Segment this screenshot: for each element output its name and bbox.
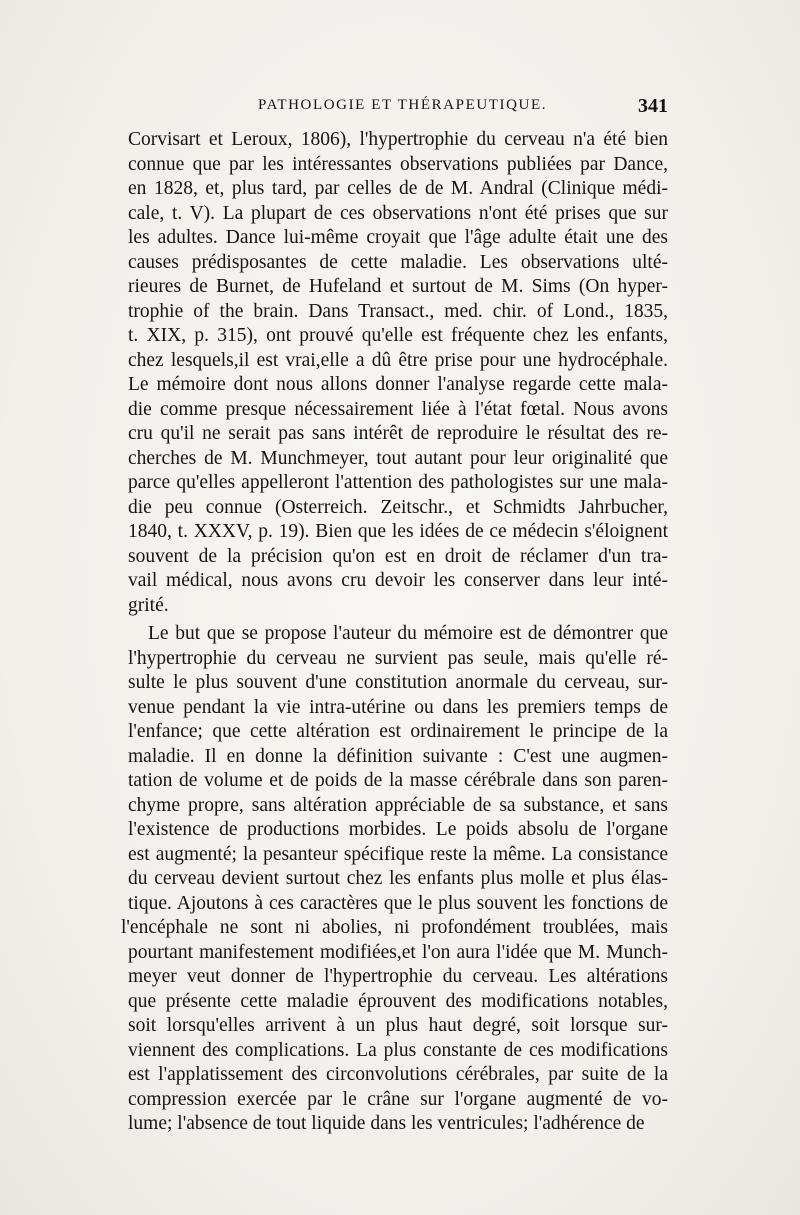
text-line: compression exercée par le crâne sur l'organe augmenté de vo- xyxy=(128,1088,668,1110)
text-line: l'encéphale ne sont ni abolies, ni profondément troublées, mais xyxy=(121,917,668,938)
text-line: l'existence de productions morbides. Le poids absolu de l'organe xyxy=(128,819,668,840)
running-head xyxy=(128,95,668,119)
body-text xyxy=(121,128,668,1137)
text-line: est augmenté; la pesanteur spécifique reste la même. La consistance xyxy=(128,843,668,865)
text-line: viennent des complications. La plus constante de ces modifications xyxy=(128,1039,668,1061)
text-line: cru qu'il ne serait pas sans intérêt de reproduire le résultat des re- xyxy=(128,423,668,444)
text-line: sulte le plus souvent d'une constitution anormale du cerveau, sur- xyxy=(128,672,668,693)
text-line: Le but que se propose l'auteur du mémoire est de démontrer que xyxy=(148,623,668,644)
text-line: que présente cette maladie éprouvent des modifications notables, xyxy=(128,990,668,1012)
text-line: rieures de Burnet, de Hufeland et surtout de M. Sims (On hyper- xyxy=(128,276,668,297)
text-line: vail médical, nous avons cru devoir les conserver dans leur inté- xyxy=(128,570,668,591)
text-line: lume; l'absence de tout liquide dans les ventricules; l'adhérence de xyxy=(128,1113,645,1134)
text-line: est l'applatissement des circonvolutions cérébrales, par suite de la xyxy=(128,1064,668,1085)
text-line: grité. xyxy=(128,594,169,616)
text-line: maladie. Il en donne la définition suivante : C'est une augmen- xyxy=(128,745,668,767)
paragraph xyxy=(121,622,668,1137)
text-line: 1840, t. XXXV, p. 19). Bien que les idées de ce médecin s'éloignent xyxy=(128,521,668,542)
text-line: soit lorsqu'elles arrivent à un plus haut degré, soit lorsque sur- xyxy=(128,1015,668,1036)
text-line: meyer veut donner de l'hypertrophie du cerveau. Les altérations xyxy=(128,966,668,987)
page-number: 341 xyxy=(638,95,668,117)
text-line: connue que par les intéressantes observations publiées par Dance, xyxy=(128,153,668,175)
text-line: Le mémoire dont nous allons donner l'analyse regarde cette mala- xyxy=(128,374,668,395)
text-line: die comme presque nécessairement liée à l'état fœtal. Nous avons xyxy=(128,398,668,420)
running-title: PATHOLOGIE ET THÉRAPEUTIQUE. xyxy=(258,97,548,113)
text-line: die peu connue (Osterreich. Zeitschr., et Schmidts Jahrbucher, xyxy=(128,496,668,518)
text-line: venue pendant la vie intra-utérine ou dans les premiers temps de xyxy=(128,696,668,718)
text-line: pourtant manifestement modifiées,et l'on aura l'idée que M. Munch- xyxy=(128,941,668,963)
text-line: chyme propre, sans altération appréciable de sa substance, et sans xyxy=(128,794,668,816)
text-line: souvent de la précision qu'on est en droit de réclamer d'un tra- xyxy=(128,545,668,567)
paragraph xyxy=(128,128,668,618)
text-line: Corvisart et Leroux, 1806), l'hypertrophie du cerveau n'a été bien xyxy=(128,129,668,150)
text-line: t. XIX, p. 315), ont prouvé qu'elle est fréquente chez les enfants, xyxy=(128,325,668,346)
text-line: parce qu'elles appelleront l'attention des pathologistes sur une mala- xyxy=(128,472,668,493)
text-line: du cerveau devient surtout chez les enfants plus molle et plus élas- xyxy=(128,868,668,889)
text-line: l'enfance; que cette altération est ordinairement le principe de la xyxy=(128,721,668,742)
text-line: tique. Ajoutons à ces caractères que le plus souvent les fonctions de xyxy=(128,892,668,914)
text-line: l'hypertrophie du cerveau ne survient pas seule, mais qu'elle ré- xyxy=(128,647,668,669)
text-line: causes prédisposantes de cette maladie. Les observations ulté- xyxy=(128,251,668,273)
text-line: en 1828, et, plus tard, par celles de de M. Andral (Clinique médi- xyxy=(128,178,668,199)
text-line: cherches de M. Munchmeyer, tout autant pour leur originalité que xyxy=(128,447,668,469)
text-line: cale, t. V). La plupart de ces observations n'ont été prises que sur xyxy=(128,202,668,224)
text-line: tation de volume et de poids de la masse cérébrale dans son paren- xyxy=(128,770,668,791)
text-line: chez lesquels,il est vrai,elle a dû être prise pour une hydrocéphale. xyxy=(128,349,668,371)
text-line: trophie of the brain. Dans Transact., med. chir. of Lond., 1835, xyxy=(128,300,668,322)
text-line: les adultes. Dance lui-même croyait que l'âge adulte était une des xyxy=(128,227,668,248)
